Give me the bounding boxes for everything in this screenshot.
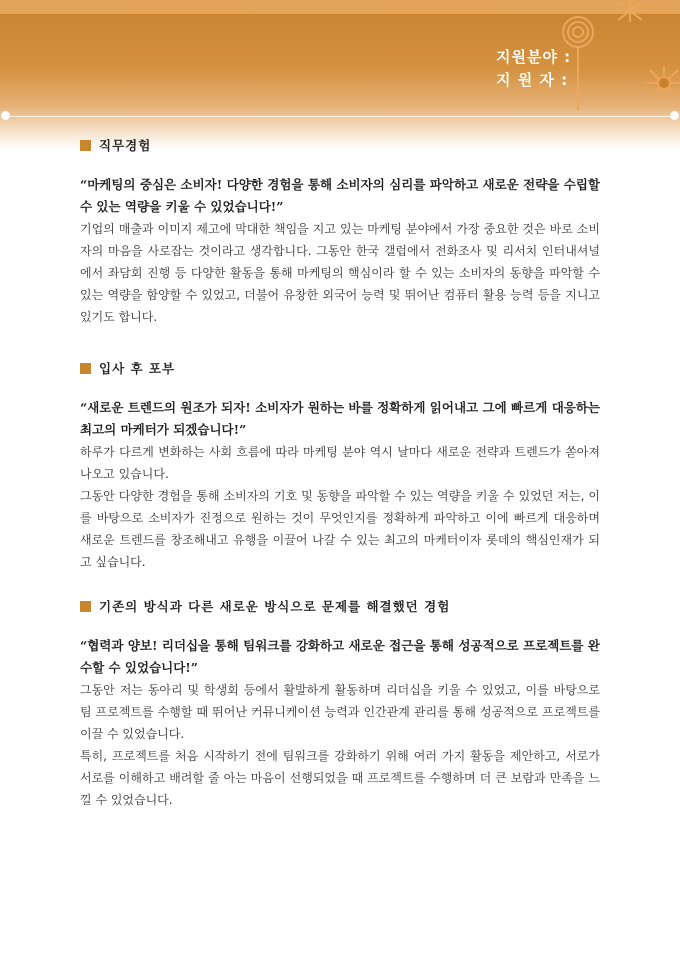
section-bullet-icon [80, 363, 91, 374]
section-body-aspiration [80, 397, 600, 573]
section-title-problem-solving: 기존의 방식과 다른 새로운 방식으로 문제를 해결했던 경험 [80, 597, 450, 615]
divider-left-dot [1, 111, 10, 120]
section-body-experience [80, 174, 600, 328]
section-paragraph: 하루가 다르게 변화하는 사회 흐름에 따라 마케팅 분야 역시 날마다 새로운 전략과 트렌드가 쏟아져 나오고 있습니다. [80, 445, 600, 481]
section-bullet-icon [80, 140, 91, 151]
section-paragraph: 그동안 다양한 경험을 통해 소비자의 기호 및 동향을 파악할 수 있는 역량을 키울 수 있었던 저는, 이를 바탕으로 소비자가 진정으로 원하는 것이 무엇인지를 정확하게 파악하고 이에 빠르게 대응하며 새로운 트렌드를 창조해내고 유행을 이끌어 나갈 수 있는 최고의 마케터이자 롯데의 핵심인재가 되고 싶습니다. [80, 489, 600, 569]
section-paragraph: 기업의 매출과 이미지 제고에 막대한 책임을 지고 있는 마케팅 분야에서 가장 중요한 것은 바로 소비자의 마음을 사로잡는 것이라고 생각합니다. 그동안 한국 갤럽에서 전화조사 및 리서치 인터내셔널에서 좌담회 진행 등 다양한 활동을 통해 마케팅의 핵심이라 할 수 있는 소비자의 동향을 파악할 수 있는 역량을 함양할 수 있었고, 더불어 유창한 외국어 능력 및 뛰어난 컴퓨터 활용 능력 등을 지니고 있기도 합니다. [80, 222, 600, 324]
section-quote: “마케팅의 중심은 소비자! 다양한 경험을 통해 소비자의 심리를 파악하고 새로운 전략을 수립할 수 있는 역량을 키울 수 있었습니다!” [80, 177, 600, 214]
divider-right-dot [670, 111, 679, 120]
section-title-experience: 직무경험 [80, 136, 151, 154]
section-body-problem-solving [80, 635, 600, 811]
header-banner [0, 0, 680, 150]
section-paragraph: 특히, 프로젝트를 처음 시작하기 전에 팀워크를 강화하기 위해 여러 가지 활동을 제안하고, 서로가 서로를 이해하고 배려할 줄 아는 마음이 선행되었을 때 프로젝트를 수행하며 더 큰 보람과 만족을 느낄 수 있었습니다. [80, 749, 600, 807]
section-paragraph: 그동안 저는 동아리 및 학생회 등에서 활발하게 활동하며 리더십을 키울 수 있었고, 이를 바탕으로 팀 프로젝트를 수행할 때 뛰어난 커뮤니케이션 능력과 인간관계 관리를 통해 성공적으로 프로젝트를 이끌 수 있었습니다. [80, 683, 600, 741]
flower-decoration-icon [0, 0, 680, 150]
applicant-info [496, 46, 571, 92]
applicant-label: 지 원 자 : [496, 71, 569, 89]
section-title-aspiration: 입사 후 포부 [80, 359, 175, 377]
section-quote: “협력과 양보! 리더십을 통해 팀워크를 강화하고 새로운 접근을 통해 성공적으로 프로젝트를 완수할 수 있었습니다!” [80, 638, 600, 675]
section-quote: “새로운 트렌드의 원조가 되자! 소비자가 원하는 바를 정확하게 읽어내고 그에 빠르게 대응하는 최고의 마케터가 되겠습니다!” [80, 400, 600, 437]
section-bullet-icon [80, 601, 91, 612]
field-label: 지원분야 : [496, 48, 572, 66]
header-divider [5, 116, 675, 117]
